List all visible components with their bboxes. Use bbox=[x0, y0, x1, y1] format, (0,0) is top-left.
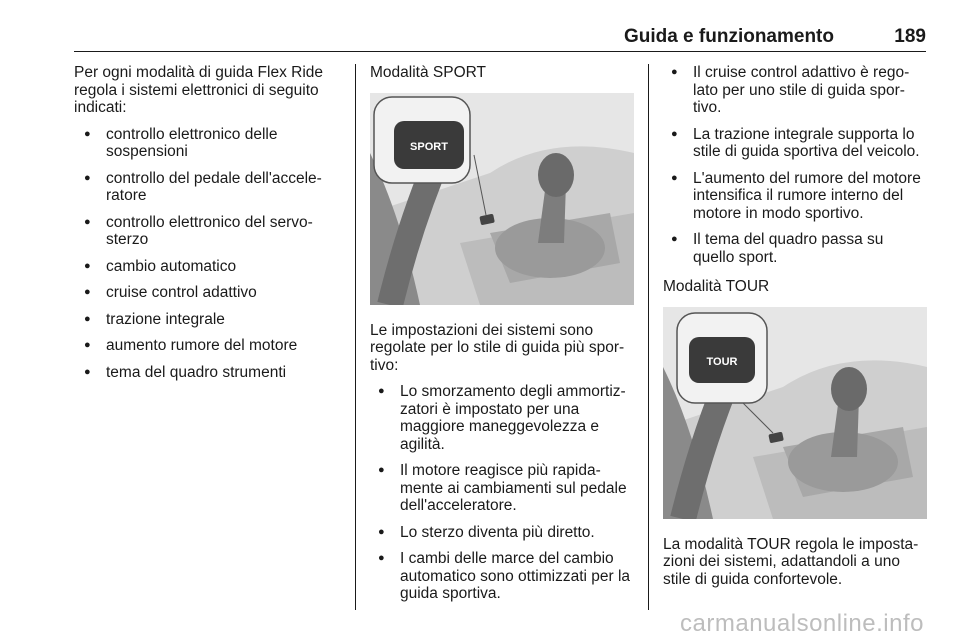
list-item: ● La trazione integrale supporta lo stile di guida sportiva del veicolo. bbox=[663, 126, 927, 161]
page-header bbox=[74, 24, 926, 52]
sport-mode-list bbox=[370, 383, 632, 603]
flex-ride-systems-list bbox=[74, 126, 342, 382]
list-item: ● cruise control adattivo bbox=[74, 284, 342, 302]
sport-mode-list-continued bbox=[663, 64, 927, 266]
list-item: ● L'aumento del rumore del motore intensifica il rumore interno del motore in modo sportivo. bbox=[663, 170, 927, 223]
list-item: ● Lo smorzamento degli ammortiz-zatori è impostato per una maggiore maneggevolezza e agilità. bbox=[370, 383, 632, 453]
list-item: ● Il cruise control adattivo è rego-lato per uno stile di guida spor-tivo. bbox=[663, 64, 927, 117]
list-item: ● controllo del pedale dell'accele-ratore bbox=[74, 170, 342, 205]
list-item: ● Lo sterzo diventa più diretto. bbox=[370, 524, 632, 542]
list-item: ● tema del quadro strumenti bbox=[74, 364, 342, 382]
sport-button-photo bbox=[370, 93, 634, 305]
tour-caption: La modalità TOUR regola le imposta-zioni dei sistemi, adattandoli a uno stile di guida confortevole. bbox=[663, 535, 919, 588]
sport-button-label: SPORT bbox=[410, 140, 448, 153]
column-2 bbox=[370, 64, 632, 612]
list-item: ● Il motore reagisce più rapida-mente ai cambiamenti sul pedale dell'acceleratore. bbox=[370, 462, 632, 515]
list-item: ● I cambi delle marce del cambio automatico sono ottimizzati per la guida sportiva. bbox=[370, 550, 632, 603]
column-divider-1 bbox=[355, 64, 356, 610]
sport-intro-text: Le impostazioni dei sistemi sono regolate per lo stile di guida più spor-tivo: bbox=[370, 321, 625, 374]
list-item: ● aumento rumore del motore bbox=[74, 337, 342, 355]
intro-text: Per ogni modalità di guida Flex Ride regola i sistemi elettronici di seguito indicati: bbox=[74, 64, 323, 116]
tour-button-photo bbox=[663, 307, 927, 519]
column-divider-2 bbox=[648, 64, 649, 610]
column-3 bbox=[663, 64, 927, 588]
tour-mode-heading: Modalità TOUR bbox=[663, 278, 770, 295]
list-item: ● controllo elettronico delle sospensioni bbox=[74, 126, 342, 161]
list-item: ● controllo elettronico del servo-sterzo bbox=[74, 214, 342, 249]
page-number: 189 bbox=[894, 26, 926, 47]
sport-mode-heading: Modalità SPORT bbox=[370, 64, 487, 81]
tour-button-label: TOUR bbox=[706, 355, 738, 368]
section-title: Guida e funzionamento bbox=[623, 26, 834, 47]
list-item: ● cambio automatico bbox=[74, 258, 342, 276]
watermark: carmanualsonline.info bbox=[680, 610, 924, 637]
list-item: ● trazione integrale bbox=[74, 311, 342, 329]
list-item: ● Il tema del quadro passa su quello sport. bbox=[663, 231, 927, 266]
column-1 bbox=[74, 64, 342, 390]
